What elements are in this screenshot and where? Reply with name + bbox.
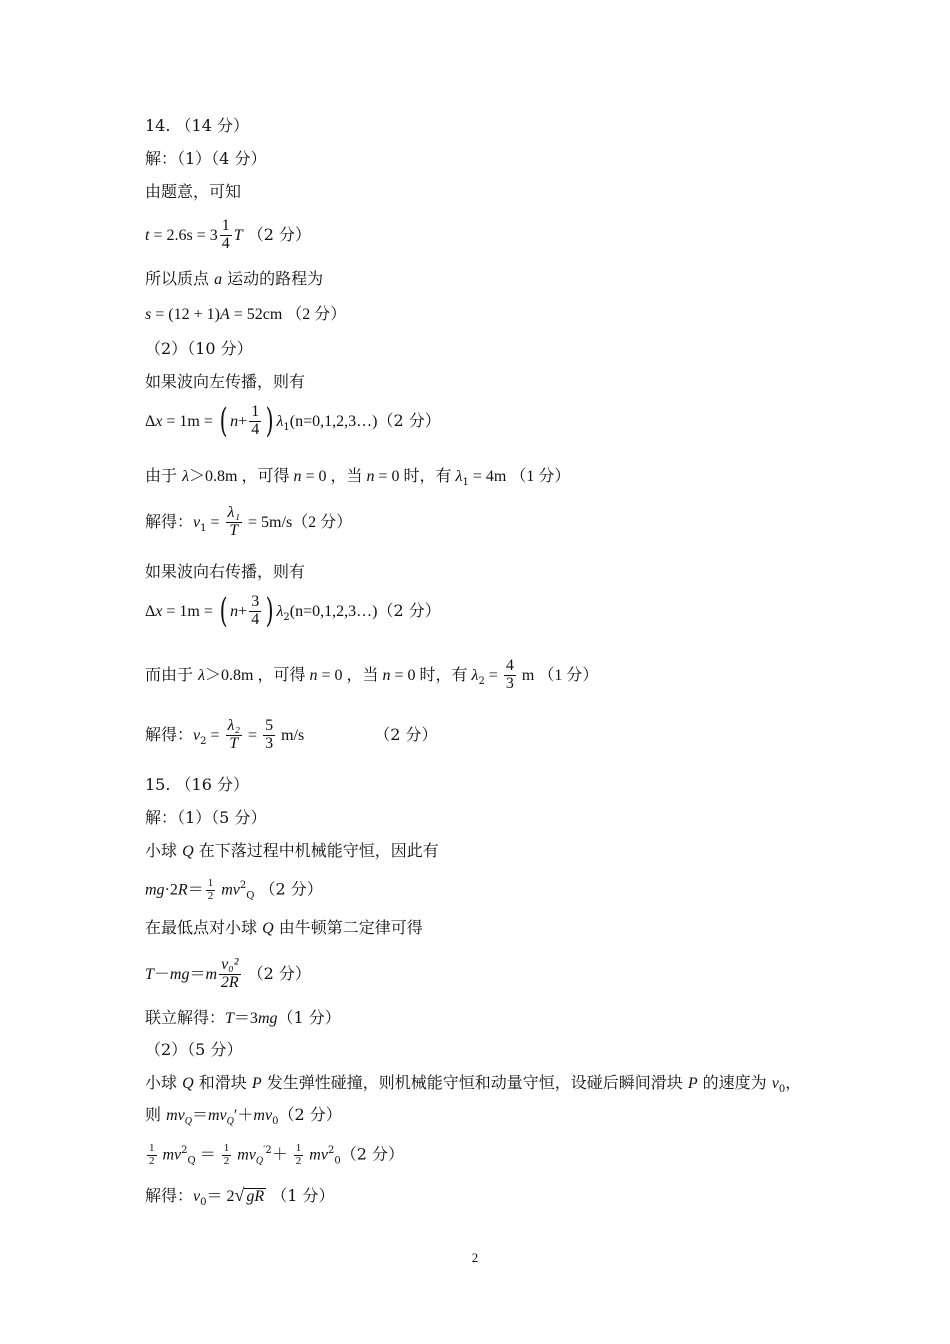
math-var: λ (455, 468, 463, 485)
left-paren: ( (219, 591, 228, 632)
math-text: + (238, 602, 248, 620)
fraction-denominator: 3 (505, 674, 514, 692)
math-var: mg (145, 881, 165, 899)
math-text: ＝3 (233, 1010, 258, 1027)
score-note: （2 分） (242, 224, 311, 244)
math-text: = (206, 726, 224, 744)
fraction-numerator: 1 (221, 217, 230, 234)
score-note: （2 分） (278, 1105, 342, 1124)
equation-tension (145, 1010, 341, 1027)
math-text: ′＋ (233, 1107, 254, 1124)
text-line (145, 271, 323, 288)
math-var: s (145, 306, 152, 323)
fraction-denominator: 4 (221, 234, 230, 252)
math-text: = 1m = (162, 602, 217, 620)
subscript: Q (226, 1116, 234, 1128)
math-var: v (771, 1075, 779, 1092)
math-var: mv (166, 1107, 185, 1124)
text-line: 由题意，可知 (145, 182, 242, 201)
text: 小球 (145, 1073, 183, 1092)
math-var: Q (182, 1075, 194, 1092)
fraction-numerator: λ₁ (227, 504, 241, 521)
fraction-denominator: 4 (251, 420, 260, 438)
math-text: ＝ (195, 1146, 220, 1164)
subscript: 2 (200, 735, 207, 747)
math-text: = 1m = (162, 412, 217, 430)
math-text: ＞0.8m ，可得 (189, 468, 294, 485)
math-text: = (206, 513, 224, 531)
page-number: 2 (471, 1250, 479, 1265)
fraction-denominator: 2R (220, 973, 239, 991)
fraction (147, 1143, 157, 1167)
math-text: + (238, 412, 248, 430)
math-text: = 4m （1 分） (468, 468, 571, 485)
right-paren: ) (265, 401, 274, 442)
subscript: 0 (272, 1116, 279, 1128)
text: 而由于 (145, 664, 199, 684)
fraction-numerator: 1 (207, 877, 214, 889)
equation-right-wave (145, 591, 441, 632)
part-2-heading: （2）（10 分） (145, 339, 253, 358)
math-var: x (155, 412, 163, 430)
math-text: = 0 时，有 (374, 468, 456, 485)
math-var: mv (217, 881, 240, 899)
fraction-numerator: 1 (149, 1142, 155, 1154)
equation-time (145, 218, 311, 253)
text: 解得： (145, 1186, 194, 1205)
text: 由牛顿第二定律可得 (273, 918, 423, 937)
text-line (145, 843, 439, 860)
math-text: ＝ (189, 965, 206, 983)
math-var: λ (471, 666, 479, 684)
math-var: T (145, 965, 154, 983)
math-var: λ (198, 666, 206, 684)
fraction-numerator: 1 (295, 1142, 302, 1154)
problem-14-heading: 14. （14 分） (145, 116, 249, 135)
subscript: 0 (200, 1197, 207, 1209)
score-note: （2 分） (374, 724, 438, 744)
fraction-denominator: 2 (149, 1154, 155, 1167)
equation-v0 (145, 1186, 335, 1208)
left-paren: ( (219, 401, 228, 442)
math-text: (n=0,1,2,3…) (289, 602, 378, 620)
text-line: 如果波向左传播，则有 (145, 372, 306, 391)
math-var: n (230, 412, 239, 430)
math-var: T (225, 1010, 234, 1027)
math-var: a (214, 271, 223, 288)
math-var: mv (305, 1146, 328, 1164)
equation-v2 (145, 718, 437, 753)
math-text: ＋ (271, 1146, 292, 1164)
math-text: (n=0,1,2,3…) (289, 412, 378, 430)
text: 在最低点对小球 (145, 918, 263, 937)
math-var: n (382, 666, 391, 684)
fraction (219, 957, 240, 992)
equation-momentum (145, 1107, 342, 1127)
sqrt-radicand: gR (246, 1188, 265, 1205)
math-var: t (145, 226, 150, 244)
math-text: = (244, 726, 262, 744)
math-text: ＝ (187, 881, 204, 899)
math-text: = 2.6s = 3 (149, 226, 218, 244)
math-var: v (193, 513, 201, 531)
math-var: A (219, 306, 230, 323)
fraction-numerator: 1 (251, 403, 260, 420)
fraction-numerator: 3 (251, 593, 260, 610)
subscript: 2 (283, 611, 290, 623)
math-var: Q (182, 843, 194, 860)
equation-energy (145, 878, 323, 902)
subscript: 1 (200, 522, 207, 534)
fraction (249, 404, 261, 439)
math-var: n (366, 468, 375, 485)
math-var: mv (208, 1107, 227, 1124)
text: 解得： (145, 511, 194, 531)
fraction (504, 658, 516, 693)
math-text: = (484, 666, 502, 684)
part-2-heading: （2）（5 分） (145, 1040, 243, 1059)
fraction (222, 1143, 232, 1167)
text: 发生弹性碰撞，则机械能守恒和动量守恒，设碰后瞬间滑块 (261, 1073, 688, 1092)
right-paren: ) (265, 591, 274, 632)
score-note: （2 分） (242, 963, 311, 983)
text: 运动的路程为 (222, 269, 324, 288)
fraction-denominator: 4 (251, 610, 260, 628)
math-text: = 0 时，有 (390, 666, 472, 684)
part-1-heading: 解：（1）（4 分） (145, 149, 267, 168)
math-text: = 5m/s（2 分） (244, 513, 353, 531)
fraction (294, 1143, 304, 1167)
fraction (226, 718, 243, 753)
subscript: Q (184, 1116, 192, 1128)
subscript: Q (255, 1155, 264, 1167)
fraction-numerator: λ₂ (227, 717, 241, 734)
superscript: 2 (181, 1145, 188, 1157)
text: 解得： (145, 724, 194, 744)
math-text: = 0 ，当 (317, 666, 383, 684)
math-var: T (233, 226, 243, 244)
text-line (145, 920, 423, 937)
superscript: 2 (327, 1145, 335, 1157)
fraction-numerator: 1 (223, 1142, 230, 1154)
math-var: λ (182, 468, 190, 485)
part-1-heading: 解：（1）（5 分） (145, 808, 267, 827)
math-var: n (230, 602, 239, 620)
fraction-numerator: 5 (265, 717, 274, 734)
math-text: － (153, 965, 170, 983)
problem-15-heading: 15. （16 分） (145, 775, 249, 794)
subscript: 0 (778, 1084, 786, 1096)
text-line: 如果波向右传播，则有 (145, 562, 306, 581)
math-var: λ (276, 412, 284, 430)
subscript: Q (187, 1155, 196, 1167)
fraction-denominator: T (229, 521, 239, 539)
fraction (206, 878, 216, 902)
fraction (226, 505, 243, 540)
subscript: 0 (334, 1155, 341, 1167)
subscript: 1 (462, 477, 469, 489)
text-line (145, 658, 598, 693)
equation-newton (145, 957, 311, 992)
math-text: ·2 (164, 881, 178, 899)
equation-kinetic (145, 1143, 404, 1167)
math-text: ＝ 2 (206, 1188, 235, 1205)
math-text: = 0 ，当 (301, 468, 367, 485)
superscript: 2 (239, 880, 247, 892)
fraction-denominator: T (229, 734, 239, 752)
text-line (145, 468, 570, 488)
math-text: Δ (145, 602, 156, 620)
math-var: n (309, 666, 318, 684)
math-text: ＞0.8m ，可得 (205, 666, 310, 684)
fraction-denominator: 2 (223, 1154, 230, 1167)
math-var: m (205, 965, 218, 983)
text: 的速度为 (697, 1073, 772, 1092)
fraction (220, 218, 232, 253)
math-var: Q (262, 920, 274, 937)
math-var: mv (253, 1107, 273, 1124)
fraction-numerator: 4 (505, 657, 514, 674)
math-var: P (251, 1075, 262, 1092)
equation-v1 (145, 505, 352, 540)
fraction (249, 594, 261, 629)
fraction-denominator: 2 (207, 889, 214, 902)
text: ， (785, 1073, 802, 1092)
text: 和滑块 (193, 1073, 252, 1092)
math-var: mg (257, 1010, 278, 1027)
text: 则 (145, 1105, 167, 1124)
math-var: λ (276, 602, 284, 620)
score-note: （1 分） (266, 1186, 335, 1205)
fraction (263, 718, 275, 753)
math-var: mv (158, 1146, 182, 1164)
equation-left-wave (145, 401, 441, 442)
text: 联立解得： (145, 1008, 226, 1027)
superscript: ′2 (263, 1145, 272, 1157)
fraction-denominator: 2 (295, 1154, 302, 1167)
math-var: P (687, 1075, 698, 1092)
fraction-denominator: 3 (265, 734, 274, 752)
text: 由于 (145, 466, 183, 485)
math-var: mv (233, 1146, 256, 1164)
text-line (145, 1075, 801, 1095)
math-var: R (177, 881, 188, 899)
math-var: v (193, 1188, 201, 1205)
math-var: v (193, 726, 201, 744)
math-text: m （1 分） (517, 666, 599, 684)
text: 在下落过程中机械能守恒，因此有 (193, 841, 439, 860)
math-text: Δ (145, 412, 156, 430)
text: 小球 (145, 841, 183, 860)
math-text: = (12 + 1) (151, 306, 220, 323)
math-text: = 52cm （2 分） (229, 306, 347, 323)
score-note: （2 分） (377, 410, 441, 430)
subscript: 1 (283, 421, 290, 433)
text: 所以质点 (145, 269, 215, 288)
score-note: （1 分） (277, 1008, 341, 1027)
subscript: Q (246, 890, 255, 902)
math-text: m/s (277, 726, 305, 744)
math-var: mg (169, 965, 190, 983)
equation-distance (145, 306, 346, 323)
score-note: （2 分） (377, 600, 441, 620)
score-note: （2 分） (340, 1144, 404, 1164)
sqrt-sign: √ (234, 1185, 245, 1205)
math-var: n (293, 468, 302, 485)
math-text: ＝ (191, 1107, 208, 1124)
math-var: x (155, 602, 163, 620)
subscript: 2 (478, 675, 485, 687)
score-note: （2 分） (254, 879, 323, 899)
fraction-numerator: v₀² (221, 956, 239, 973)
